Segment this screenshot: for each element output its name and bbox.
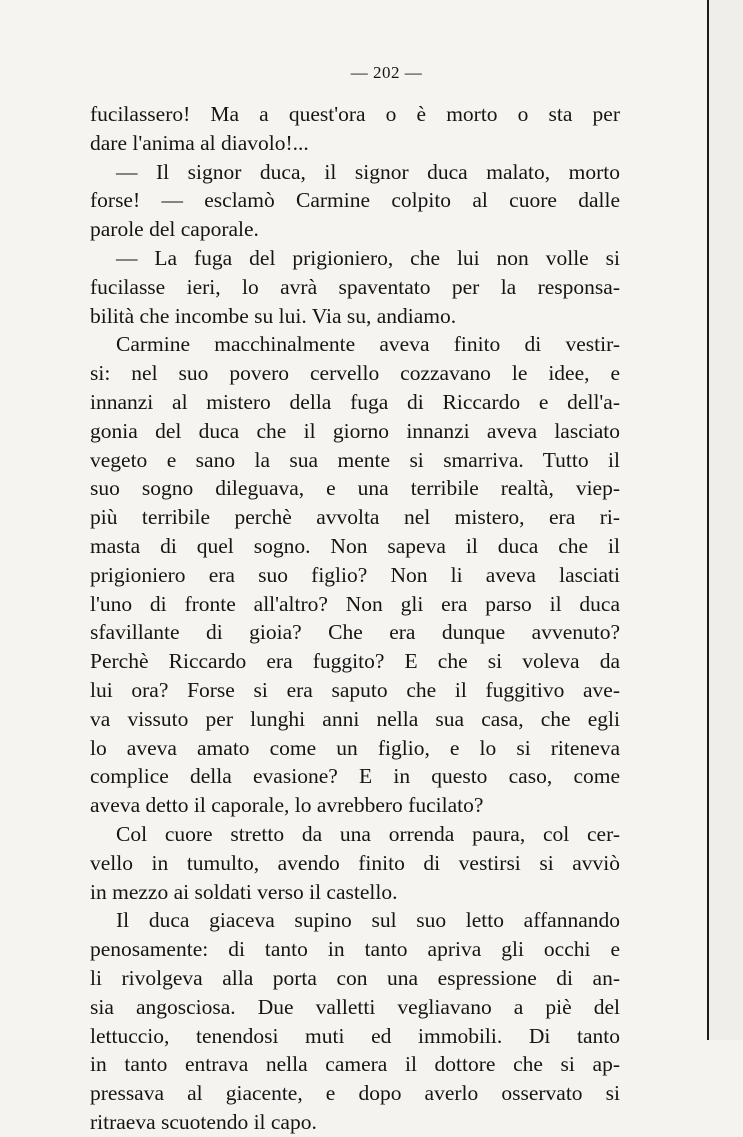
text-line: parole del caporale.: [90, 217, 259, 242]
text-line: vegeto e sano la sua mente si smarriva. Tutto il: [90, 447, 620, 472]
text-line: fucilasse ieri, lo avrà spaventato per la responsa-: [90, 274, 620, 299]
paragraph-4: [90, 330, 620, 820]
text-line: masta di quel sogno. Non sapeva il duca che il: [90, 533, 620, 558]
text-line: lui ora? Forse si era saputo che il fuggitivo ave-: [90, 677, 620, 702]
page-number: — 202 —: [350, 63, 423, 82]
text-line: sia angosciosa. Due valletti vegliavano a piè del: [90, 994, 620, 1019]
text-line: gonia del duca che il giorno innanzi aveva lasciato: [90, 418, 620, 443]
paragraph-3: [90, 244, 620, 330]
page-edge-shadow: [709, 0, 743, 1040]
body-text: [90, 100, 620, 1137]
text-line: vello in tumulto, avendo finito di vestirsi si avviò: [90, 850, 620, 875]
paragraph-1: [90, 100, 620, 158]
text-line: lettuccio, tenendosi muti ed immobili. Di tanto: [90, 1023, 620, 1048]
text-line: complice della evasione? E in questo caso, come: [90, 764, 620, 789]
text-line: li rivolgeva alla porta con una espressione di an-: [90, 965, 620, 990]
text-line: suo sogno dileguava, e una terribile realtà, viep-: [90, 476, 620, 501]
text-line: pressava al giacente, e dopo averlo osservato si: [90, 1081, 620, 1106]
text-line: lo aveva amato come un figlio, e lo si riteneva: [90, 735, 620, 760]
text-line: si: nel suo povero cervello cozzavano le idee, e: [90, 361, 620, 386]
text-line: più terribile perchè avvolta nel mistero, era ri-: [90, 505, 620, 530]
text-line: in mezzo ai soldati verso il castello.: [90, 879, 398, 904]
text-line: Carmine macchinalmente aveva finito di vestir-: [116, 332, 620, 357]
paragraph-5: [90, 820, 620, 906]
text-line: aveva detto il caporale, lo avrebbero fucilato?: [90, 793, 484, 818]
text-line: Il duca giaceva supino sul suo letto affannando: [116, 908, 620, 933]
page-edge-line: [707, 0, 709, 1040]
text-line: forse! — esclamò Carmine colpito al cuore dalle: [90, 188, 620, 213]
text-line: ritraeva scuotendo il capo.: [90, 1109, 317, 1134]
paragraph-6: [90, 906, 620, 1136]
text-line: penosamente: di tanto in tanto apriva gli occhi e: [90, 937, 620, 962]
text-line: bilità che incombe su lui. Via su, andiamo.: [90, 303, 457, 328]
text-line: dare l'anima al diavolo!...: [90, 130, 309, 155]
text-line: va vissuto per lunghi anni nella sua casa, che egli: [90, 706, 620, 731]
text-line: Perchè Riccardo era fuggito? E che si voleva da: [90, 649, 620, 674]
text-line: l'uno di fronte all'altro? Non gli era parso il duca: [90, 591, 620, 616]
text-line: innanzi al mistero della fuga di Riccardo e dell'a-: [90, 389, 620, 414]
text-line: fucilassero! Ma a quest'ora o è morto o sta per: [90, 102, 620, 126]
text-line: sfavillante di gioia? Che era dunque avvenuto?: [90, 620, 620, 645]
text-line: Col cuore stretto da una orrenda paura, col cer-: [116, 821, 620, 846]
text-line: — Il signor duca, il signor duca malato, morto: [116, 159, 620, 184]
text-line: prigioniero era suo figlio? Non li aveva lasciati: [90, 562, 620, 587]
text-line: — La fuga del prigioniero, che lui non volle si: [116, 245, 620, 270]
paragraph-2: [90, 158, 620, 244]
text-line: in tanto entrava nella camera il dottore che si ap-: [90, 1052, 620, 1077]
